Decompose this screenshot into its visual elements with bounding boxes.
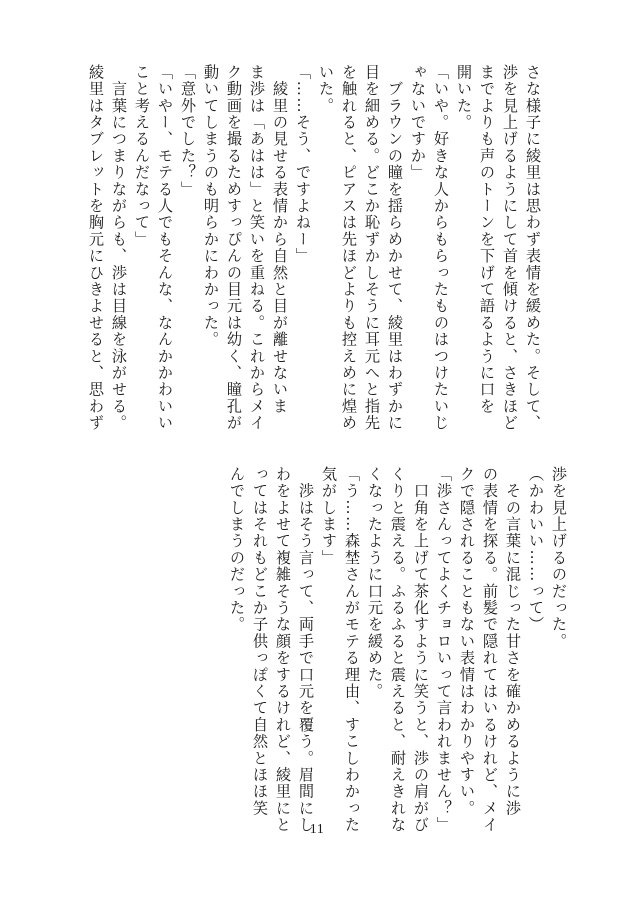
text-line: （かわいい……って） xyxy=(527,466,545,633)
text-line: までよりも声のトーンを下げて語るように口を xyxy=(478,64,496,415)
text-line: くなったように口元を緩めた。 xyxy=(366,466,384,700)
text-line: 渉を見上げるようにして首を傾けると、さきほど xyxy=(501,64,519,432)
text-line: クで隠されることもない表情はわかりやすい。 xyxy=(458,466,476,817)
text-line: 「……そう、ですよねー」 xyxy=(294,64,312,265)
text-line: 「意外でした？」 xyxy=(179,64,197,198)
text-line: ブラウンの瞳を揺らめかせて、綾里はわずかに xyxy=(386,64,404,432)
text-line: 目を細める。どこか恥ずかしそうに耳元へと指先 xyxy=(363,64,381,432)
text-line: んでしまうのだった。 xyxy=(228,466,246,633)
text-line: の表情を探る。前髪で隠れてはいるけれど、メイ xyxy=(481,466,499,834)
text-line: ゃないですか」 xyxy=(409,64,427,181)
page-number: 11 xyxy=(309,822,325,837)
text-line: その言葉に混じった甘さを確かめるように渉 xyxy=(504,466,522,817)
text-line: 気がします」 xyxy=(320,466,338,567)
lower-text-block xyxy=(225,466,570,841)
text-line: いた。 xyxy=(317,64,335,115)
text-line: を触れると、ピアスは先ほどよりも控えめに煌め xyxy=(340,64,358,432)
text-line: 口角を上げて茶化すように笑うと、渉の肩がび xyxy=(412,466,430,834)
text-line: 綾里の見せる表情から自然と目が離せないま xyxy=(271,64,289,415)
text-line: 渉はそう言って、両手で口元を覆う。眉間にし xyxy=(297,466,315,834)
text-line: 「いや。好きな人からもらったものはつけたいじ xyxy=(432,64,450,432)
text-line: こと考えるんだなって」 xyxy=(133,64,151,248)
text-line: くりと震える。ふるふると震えると、耐えきれな xyxy=(389,466,407,834)
text-line: 綾里はタブレットを胸元にひきよせると、思わず xyxy=(87,64,105,432)
text-line: 「いやー、モテる人でもそんな、なんかかわいい xyxy=(156,64,174,432)
text-line: わをよせて複雑そうな顔をするけれど、綾里にと xyxy=(274,466,292,834)
text-line: ってはそれもどこか子供っぽくて自然とほほ笑 xyxy=(251,466,269,817)
text-line: さな様子に綾里は思わず表情を緩めた。そして、 xyxy=(524,64,542,432)
text-line: 渉を見上げるのだった。 xyxy=(550,466,568,650)
text-line: 動いてしまうのも明らかにわかった。 xyxy=(202,64,220,348)
text-line: ク動画を撮るためすっぴんの目元は幼く、瞳孔が xyxy=(225,64,243,432)
text-line: 言葉につまりながらも、渉は目線を泳がせる。 xyxy=(110,64,128,432)
upper-text-block xyxy=(84,64,544,439)
text-line: ま渉は「あはは」と笑いを重ねる。これからメイ xyxy=(248,64,266,432)
text-line: 「う……森埜さんがモテる理由、すこしわかった xyxy=(343,466,361,834)
text-line: 「渉さんってよくチョロいって言われません？」 xyxy=(435,466,453,834)
text-line: 開いた。 xyxy=(455,64,473,131)
